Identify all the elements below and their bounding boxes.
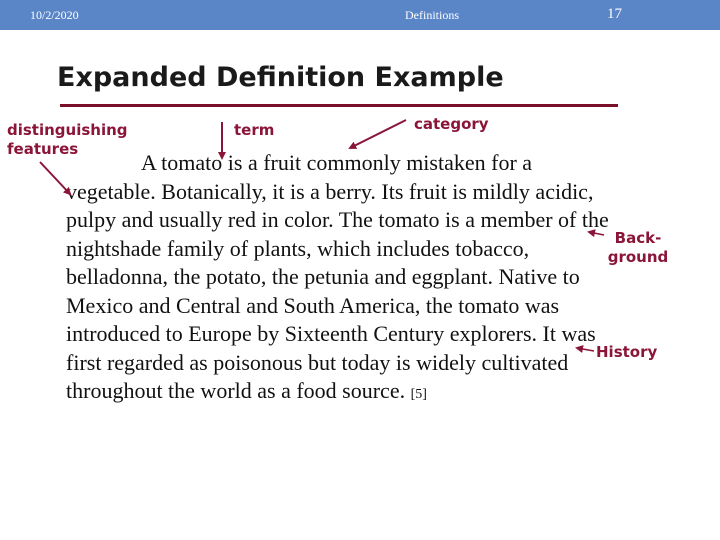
arrow-history <box>577 348 594 351</box>
arrow-distinguishing <box>40 162 70 194</box>
slide-title: Expanded Definition Example <box>57 62 504 93</box>
definition-text: A tomato is a fruit commonly mistaken for a vegetable. Botanically, it is a berry. Its fruit is mildly acidic, pulpy and usually red in color. The tomato is a member of the nightshade family of plants, which includes tobacco, belladonna, the potato, the petunia and eggplant. Native to Mexico and Central and South America, the tomato was introduced to Europe by Sixteenth Century explorers. It was first regarded as poisonous but today is widely cultivated throughout the world as a food source. <box>66 150 609 403</box>
label-term: term <box>234 121 275 139</box>
arrow-background <box>589 232 604 235</box>
header-topic: Definitions <box>405 8 459 22</box>
arrow-category <box>350 120 406 148</box>
page-number: 17 <box>607 6 622 22</box>
label-history: History <box>596 343 658 361</box>
citation: [5] <box>410 387 427 402</box>
header-date: 10/2/2020 <box>30 8 79 22</box>
label-distinguishing-features: distinguishing features <box>7 121 128 158</box>
label-category: category <box>414 115 489 133</box>
label-background: Back- ground <box>607 229 669 266</box>
